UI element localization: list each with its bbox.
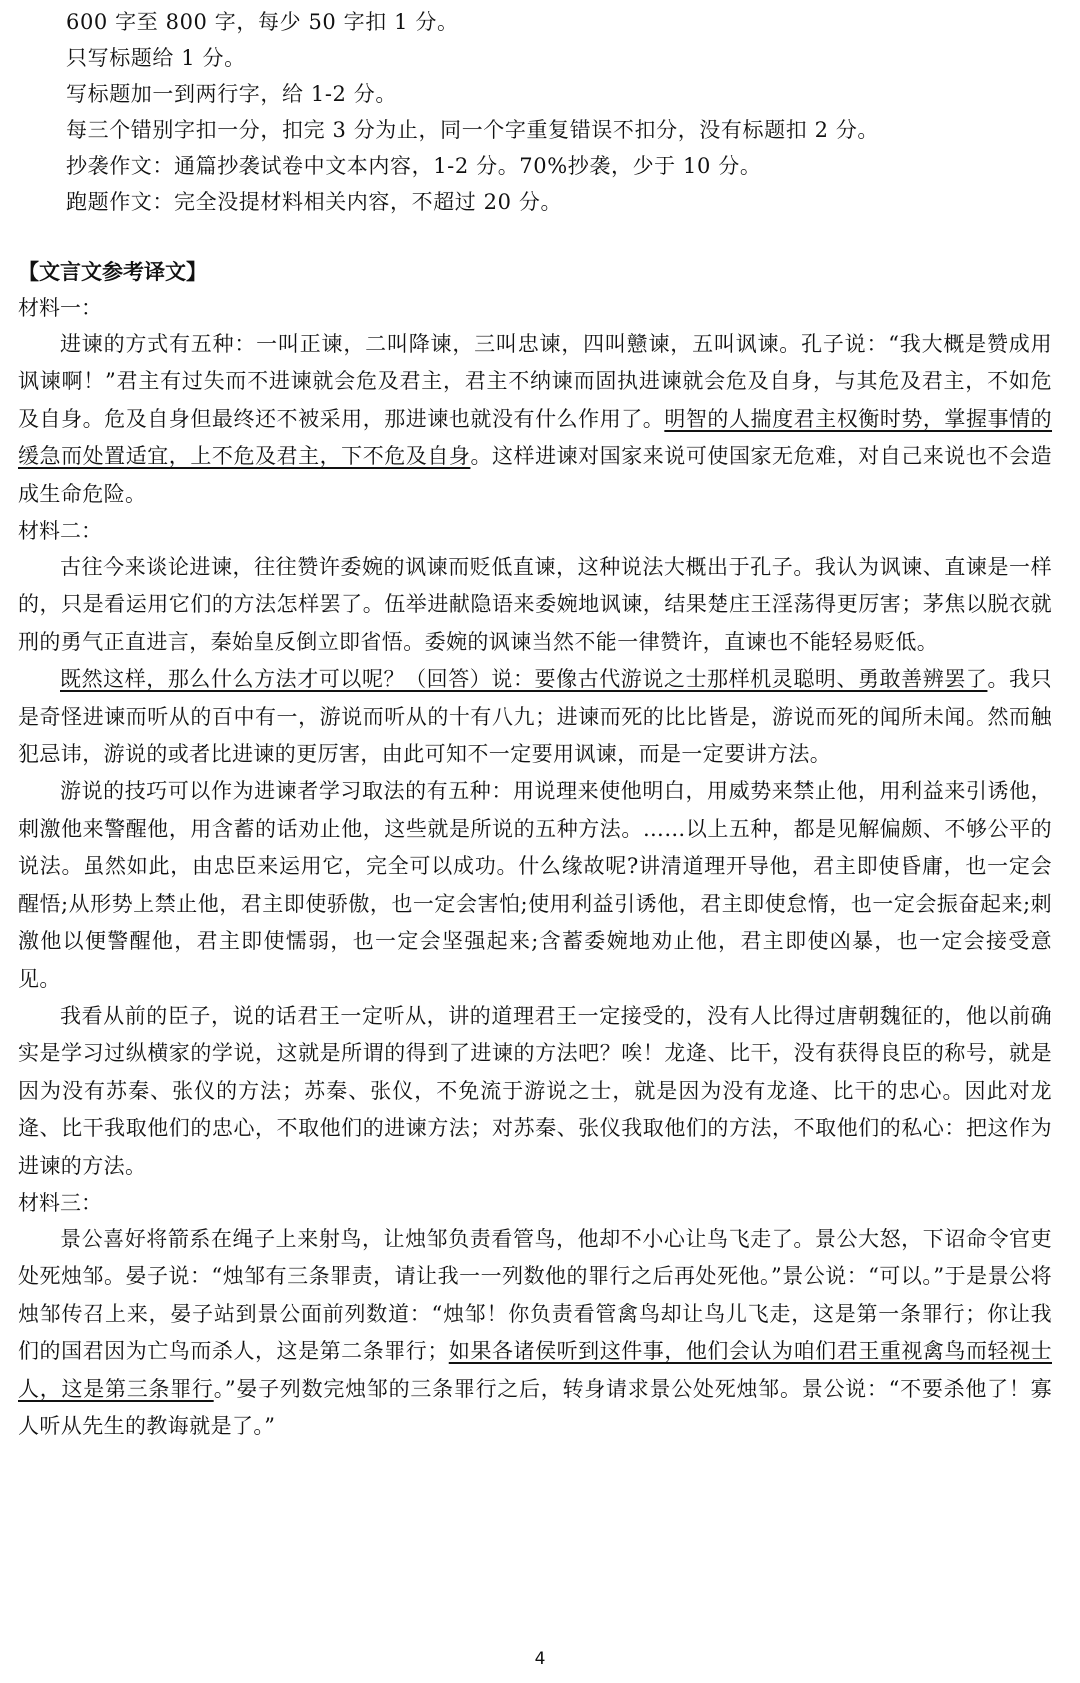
- material-two-heading: 材料二：: [18, 519, 102, 544]
- paragraph: 游说的技巧可以作为进谏者学习取法的有五种：用说理来使他明白，用威势来禁止他，用利益来引诱他，刺激他来警醒他，用含蓄的话劝止他，这些就是所说的五种方法。……以上五种，都是见解偏颇、不够公平的说法。虽然如此，由忠臣来运用它，完全可以成功。什么缘故呢?讲清道理开导他，君主即使昏庸，也一定会醒悟;从形势上禁止他，君主即使骄傲，也一定会害怕;使用利益引诱他，君主即使怠惰，也一定会振奋起来;刺激他以便警醒他，君主即使懦弱，也一定会坚强起来;含蓄委婉地劝止他，君主即使凶暴，也一定会接受意见。: [18, 779, 1052, 991]
- scoring-rule: 写标题加一到两行字，给 1-2 分。: [66, 82, 397, 106]
- underlined-sentence: 如果各诸侯听到这件事，他们会认为咱们君王重视禽鸟而轻视士人，这是第三条罪行: [18, 1339, 1052, 1401]
- paragraph: 古往今来谈论进谏，往往赞许委婉的讽谏而贬低直谏，这种说法大概出于孔子。我认为讽谏、直谏是一样的，只是看运用它们的方法怎样罢了。伍举进献隐语来委婉地讽谏，结果楚庄王淫荡得更厉害；茅焦以脱衣就刑的勇气正直进言，秦始皇反倒立即省悟。委婉的讽谏当然不能一律赞许，直谏也不能轻易贬低。: [18, 555, 1052, 654]
- text-run: 。这样进谏对国家来说可使国家无危难，对自己来说也不会造成生命危险。: [18, 444, 1052, 506]
- scoring-rule: 每三个错别字扣一分，扣完 3 分为止，同一个字重复错误不扣分，没有标题扣 2 分。: [66, 118, 880, 142]
- scoring-rules: [18, 4, 1052, 220]
- paragraph: [18, 326, 1052, 513]
- paragraph: [18, 1221, 1052, 1445]
- material-three: [18, 1185, 1052, 1445]
- underlined-sentence: 明智的人揣度君主权衡时势，掌握事情的缓急而处置适宜，上不危及君主，下不危及自身: [18, 406, 1053, 469]
- page-number: 4: [534, 1649, 546, 1669]
- scoring-rule: 只写标题给 1 分。: [66, 46, 246, 70]
- underlined-sentence: 既然这样，那么什么方法才可以呢？（回答）说：要像古代游说之士那样机灵聪明、勇敢善辨罢了: [60, 667, 988, 692]
- material-one: [18, 290, 1052, 513]
- scoring-rule: 抄袭作文：通篇抄袭试卷中文本内容，1-2 分。70%抄袭，少于 10 分。: [66, 154, 762, 178]
- section-title: 【文言文参考译文】: [18, 259, 207, 284]
- text-run: 。我只是奇怪进谏而听从的百中有一，游说而听从的十有八九；进谏而死的比比皆是，游说而死的闻所未闻。然而触犯忌讳，游说的或者比进谏的更厉害，由此可知不一定要用讽谏，而是一定要讲方法。: [18, 667, 1052, 767]
- paragraph: [18, 661, 1052, 773]
- material-one-heading: 材料一：: [18, 296, 102, 320]
- material-three-heading: 材料三：: [18, 1190, 102, 1215]
- material-two: [18, 513, 1052, 1185]
- text-run: 进谏的方式有五种：一叫正谏，二叫降谏，三叫忠谏，四叫戆谏，五叫讽谏。孔子说：“我大概是赞成用讽谏啊！”君主有过失而不进谏就会危及君主，君主不纳谏而固执进谏就会危及自身，与其危及君主，不如危及自身。危及自身但最终还不被采用，那进谏也就没有什么作用了。: [18, 332, 1052, 431]
- text-run: 景公喜好将箭系在绳子上来射鸟，让烛邹负责看管鸟，他却不小心让鸟飞走了。景公大怒，下诏命令官吏处死烛邹。晏子说：“烛邹有三条罪责，请让我一一列数他的罪行之后再处死他。”景公说：“可以。”于是景公将烛邹传召上来，晏子站到景公面前列数道：“烛邹！你负责看管禽鸟却让鸟儿飞走，这是第一条罪行；你让我们的国君因为亡鸟而杀人，这是第二条罪行；: [18, 1226, 1052, 1364]
- scoring-rule: 跑题作文：完全没提材料相关内容，不超过 20 分。: [66, 190, 563, 214]
- text-run: 。”晏子列数完烛邹的三条罪行之后，转身请求景公处死烛邹。景公说：“不要杀他了！寡人听从先生的教诲就是了。”: [18, 1376, 1052, 1438]
- paragraph: 我看从前的臣子，说的话君王一定听从，讲的道理君王一定接受的，没有人比得过唐朝魏征的，他以前确实是学习过纵横家的学说，这就是所谓的得到了进谏的方法吧？唉！龙逄、比干，没有获得良臣的称号，就是因为没有苏秦、张仪的方法；苏秦、张仪，不免流于游说之士，就是因为没有龙逄、比干的忠心。因此对龙逄、比干我取他们的忠心，不取他们的进谏方法；对苏秦、张仪我取他们的方法，不取他们的私心：把这作为进谏的方法。: [18, 1003, 1052, 1178]
- scoring-rule: 600 字至 800 字，每少 50 字扣 1 分。: [66, 10, 459, 34]
